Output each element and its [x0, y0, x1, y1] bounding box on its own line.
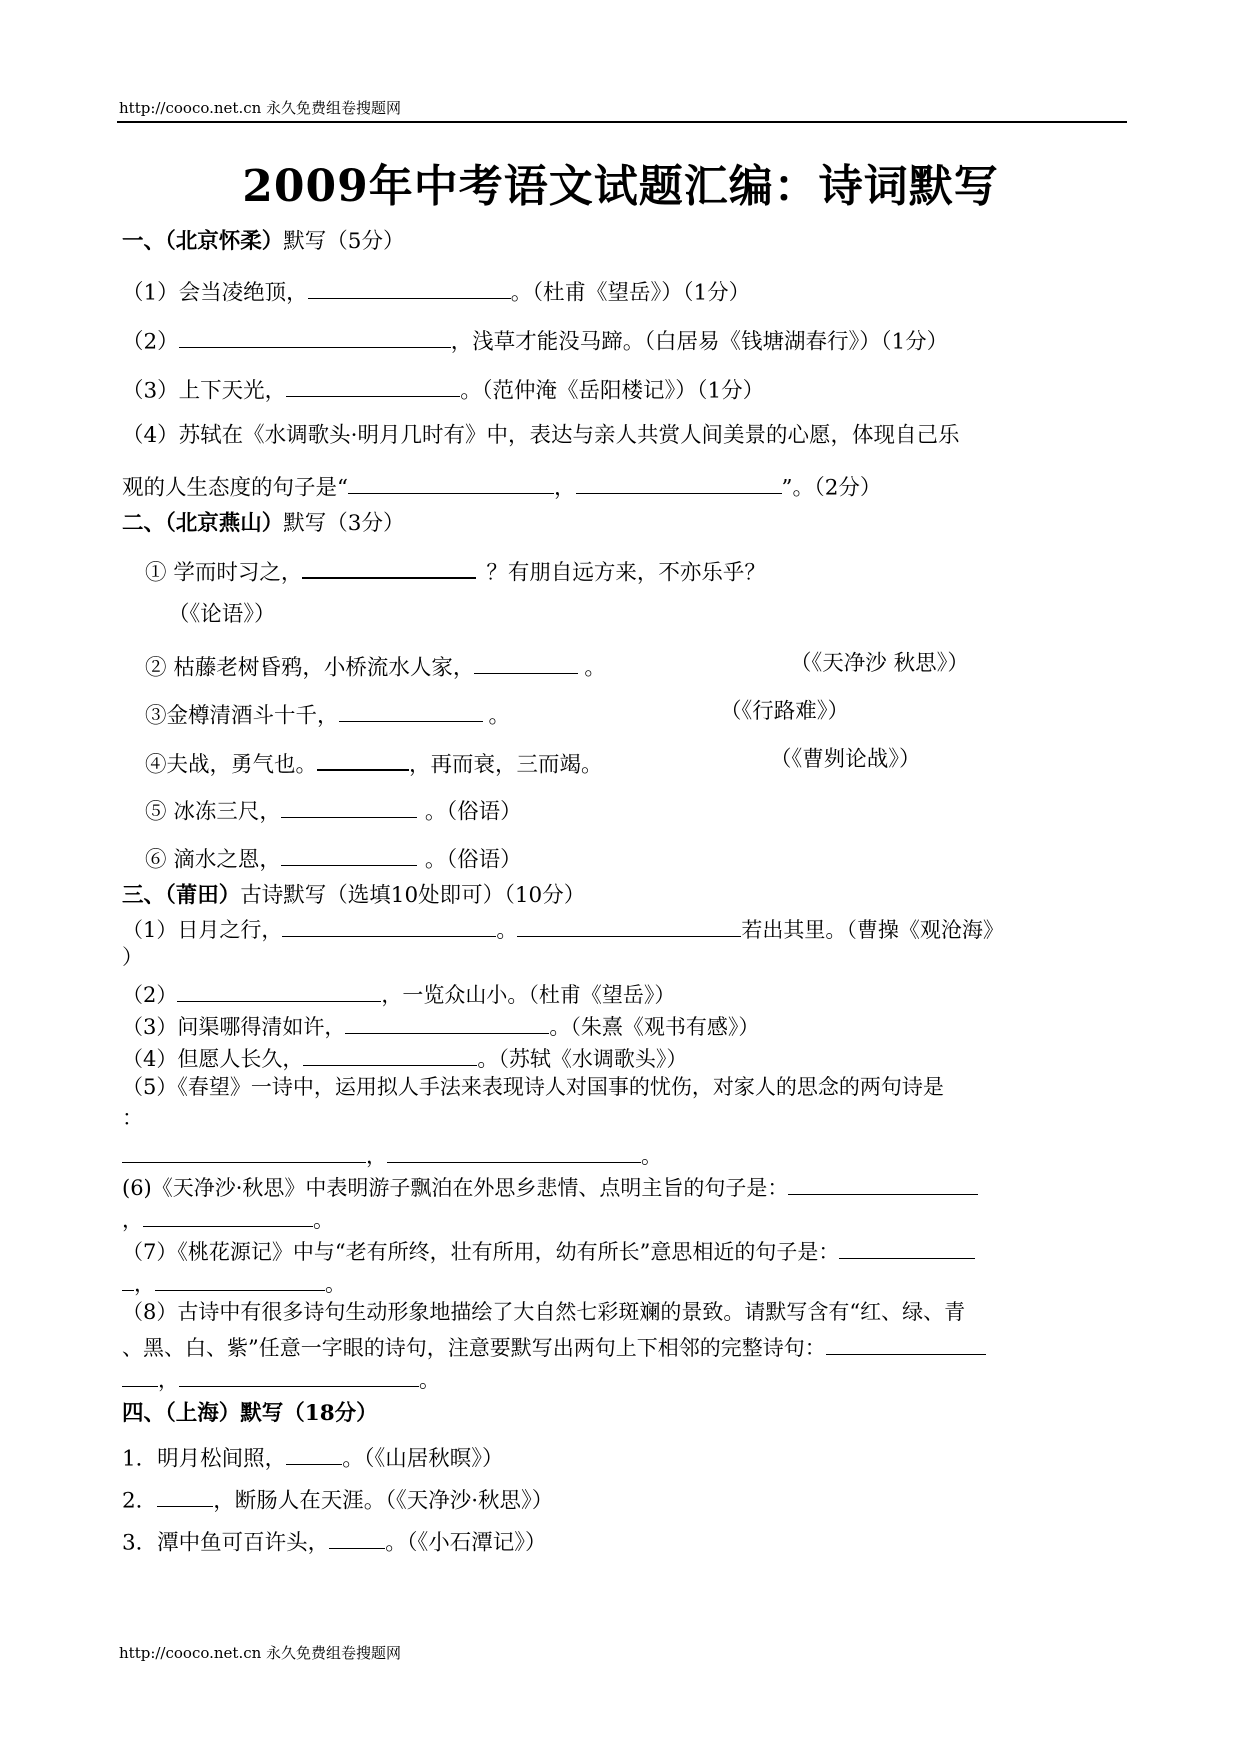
s3-question-4 [122, 1045, 687, 1070]
s3-q1-blank-1[interactable] [282, 916, 496, 937]
s1-q3-source: 。（范仲淹《岳阳楼记》）（1分） [460, 378, 765, 404]
s4-q2-text: 2． [122, 1488, 158, 1514]
s3-q4-rest: 。（苏轼《水调歌头》） [477, 1046, 688, 1071]
s1-q4-blank-1[interactable] [348, 473, 554, 494]
s3-q6-comma: ， [122, 1207, 143, 1232]
s1-question-4-line-2 [122, 473, 881, 499]
s3-q5-comma: ， [366, 1143, 387, 1168]
s3-q8-blank-1-cont[interactable] [122, 1366, 158, 1387]
s1-q4-text: 观的人生态度的句子是“ [122, 475, 348, 501]
s3-question-3 [122, 1013, 759, 1038]
s2-question-2-source: （《天净沙 秋思》） [790, 651, 969, 676]
s4-question-1 [122, 1444, 503, 1470]
s3-q8-blank-1[interactable] [826, 1334, 986, 1355]
s2-question-4 [145, 749, 603, 776]
s1-q2-text: （2） [122, 329, 179, 355]
s1-question-4-line-1: （4）苏轼在《水调歌头·明月几时有》中，表达与亲人共赏人间美景的心愿，体现自己乐 [122, 423, 960, 448]
s2-q1-rest: ？有朋自远方来，不亦乐乎？ [486, 560, 766, 586]
s3-question-8-line-3 [122, 1366, 440, 1391]
s3-question-7-line-2 [122, 1270, 346, 1295]
s1-q3-blank[interactable] [286, 376, 460, 397]
section-2-heading [122, 513, 404, 535]
s2-q1-text: ① 学而时习之， [145, 560, 303, 586]
s3-q5-blank-1[interactable] [122, 1142, 366, 1163]
s2-q3-blank[interactable] [339, 701, 483, 722]
section-2-desc: 默写（3分） [283, 511, 405, 536]
s3-q1-blank-2[interactable] [517, 916, 741, 937]
s2-question-3 [145, 701, 510, 727]
s2-q2-text: ② 枯藤老树昏鸦，小桥流水人家， [145, 655, 475, 681]
s1-question-1 [122, 278, 750, 304]
s2-q6-text: ⑥ 滴水之恩， [145, 847, 281, 873]
s2-q4-text: ④夫战，勇气也。 [145, 752, 318, 778]
s3-q6-period: 。 [313, 1207, 334, 1232]
s2-q1-blank[interactable] [302, 557, 476, 579]
s1-q3-text: （3）上下天光， [122, 378, 287, 404]
s2-q2-blank[interactable] [474, 653, 578, 674]
s2-q4-rest: ，再而衰，三而竭。 [409, 752, 603, 778]
s3-q2-rest: ，一览众山小。（杜甫《望岳》） [381, 982, 676, 1007]
header-rule [117, 121, 1127, 123]
section-4-heading: 四、（上海）默写（18分） [122, 1401, 378, 1426]
s3-question-5-line-3 [122, 1142, 662, 1167]
s3-q8-blank-2[interactable] [179, 1366, 419, 1387]
s4-q3-text: 3．潭中鱼可百许头， [122, 1530, 330, 1556]
s3-q8-text: 、黑、白、紫”任意一字眼的诗句，注意要默写出两句上下相邻的完整诗句： [122, 1335, 826, 1360]
s1-q4-blank-2[interactable] [576, 473, 782, 494]
section-1-source: 一、（北京怀柔） [122, 229, 284, 254]
s2-question-1 [145, 557, 766, 584]
s1-q4-comma: ， [554, 475, 576, 501]
s2-question-6 [145, 845, 522, 871]
s2-q5-rest: 。（俗语） [424, 799, 522, 825]
s3-q6-blank-1[interactable] [788, 1174, 978, 1195]
s3-q3-rest: 。（朱熹《观书有感》） [549, 1014, 760, 1039]
s2-question-3-source: （《行路难》） [720, 699, 850, 724]
s4-q1-source: 。（《山居秋暝》） [342, 1446, 504, 1472]
s3-q6-text: (6)《天净沙·秋思》中表明游子飘泊在外思乡悲情、点明主旨的句子是： [122, 1175, 789, 1200]
s4-q1-text: 1．明月松间照， [122, 1446, 287, 1472]
s3-q5-period: 。 [641, 1143, 662, 1168]
s2-q6-rest: 。（俗语） [424, 847, 522, 873]
s2-q6-blank[interactable] [281, 845, 417, 866]
section-3-desc: 古诗默写（选填10处即可）（10分） [240, 883, 586, 908]
s2-question-4-source: （《曹刿论战》） [770, 747, 921, 772]
s3-question-5-line-1: （5）《春望》一诗中，运用拟人手法来表现诗人对国事的忧伤，对家人的思念的两句诗是 [122, 1075, 944, 1099]
s3-q2-text: （2） [122, 982, 178, 1007]
s4-question-3 [122, 1528, 546, 1554]
s3-q1-period: 。 [496, 917, 518, 942]
s4-q1-blank[interactable] [286, 1444, 342, 1465]
s3-q3-text: （3）问渠哪得清如许， [122, 1014, 346, 1039]
s2-q5-text: ⑤ 冰冻三尺， [145, 799, 281, 825]
s3-q4-text: （4）但愿人长久， [122, 1046, 304, 1071]
s2-q3-period: 。 [488, 703, 511, 729]
s3-question-6-line-2 [122, 1206, 334, 1231]
s3-q8-period: 。 [419, 1367, 440, 1392]
s2-question-5 [145, 797, 522, 823]
s3-q7-blank-1[interactable] [839, 1238, 975, 1259]
s3-question-8-line-1: （8）古诗中有很多诗句生动形象地描绘了大自然七彩斑斓的景致。请默写含有“红、绿、青 [122, 1300, 966, 1324]
s4-question-2 [122, 1486, 553, 1512]
s1-q4-source: ”。（2分） [781, 475, 882, 501]
s3-question-8-line-2 [122, 1334, 986, 1359]
s3-question-5-line-2: ： [122, 1106, 143, 1130]
s2-q2-period: 。 [584, 655, 606, 681]
s2-question-1-source: （《论语》） [168, 602, 276, 627]
s4-q3-source: 。（《小石潭记》） [385, 1530, 547, 1556]
section-3-source: 三、（莆田） [122, 883, 241, 908]
section-1-desc: 默写（5分） [283, 229, 405, 254]
s3-q7-comma: ， [134, 1271, 155, 1296]
s3-q7-blank-2[interactable] [155, 1270, 325, 1291]
s1-question-2 [122, 327, 948, 353]
s1-question-3 [122, 376, 764, 402]
s3-q3-blank[interactable] [345, 1013, 549, 1034]
s1-q2-source: ，浅草才能没马蹄。（白居易《钱塘湖春行》）（1分） [450, 329, 949, 355]
s3-question-1-end: ） [122, 945, 143, 969]
s3-q7-period: 。 [325, 1271, 346, 1296]
s3-question-2 [122, 981, 675, 1006]
s3-q6-blank-2[interactable] [143, 1206, 313, 1227]
s1-q1-text: （1）会当凌绝顶， [122, 280, 308, 306]
section-1-heading [122, 231, 404, 253]
section-2-source: 二、（北京燕山） [122, 511, 284, 536]
s4-q3-blank[interactable] [329, 1528, 385, 1549]
s3-q1-rest: 若出其里。（曹操《观沧海》 [741, 917, 1004, 942]
s3-q7-blank-1-cont[interactable] [122, 1270, 134, 1291]
s2-q4-blank[interactable] [317, 749, 409, 771]
s3-question-7-line-1 [122, 1238, 975, 1263]
s4-q2-blank[interactable] [157, 1486, 213, 1507]
s4-q2-source: ，断肠人在天涯。（《天净沙·秋思》） [213, 1488, 554, 1514]
s1-q2-blank[interactable] [179, 327, 451, 348]
s2-q5-blank[interactable] [281, 797, 417, 818]
s3-q5-blank-2[interactable] [387, 1142, 641, 1163]
s3-q4-blank[interactable] [303, 1045, 477, 1066]
s3-q2-blank[interactable] [177, 981, 381, 1002]
s1-q1-source: 。（杜甫《望岳》）（1分） [510, 280, 751, 306]
s1-q1-blank[interactable] [308, 278, 511, 299]
s3-q7-text: （7）《桃花源记》中与“老有所终，壮有所用，幼有所长”意思相近的句子是： [122, 1239, 840, 1264]
s3-q8-comma: ， [158, 1367, 179, 1392]
s2-question-2 [145, 653, 606, 679]
s3-question-6-line-1 [122, 1174, 978, 1199]
s3-question-1 [122, 916, 1004, 941]
s3-q1-text: （1）日月之行， [122, 917, 283, 942]
section-3-heading [122, 885, 585, 907]
s2-q3-text: ③金樽清酒斗十千， [145, 703, 339, 729]
page-title: 2009年中考语文试题汇编：诗词默写 [242, 161, 999, 212]
footer-site: http://cooco.net.cn 永久免费组卷搜题网 [119, 1644, 402, 1662]
header-site: http://cooco.net.cn 永久免费组卷搜题网 [119, 99, 402, 117]
